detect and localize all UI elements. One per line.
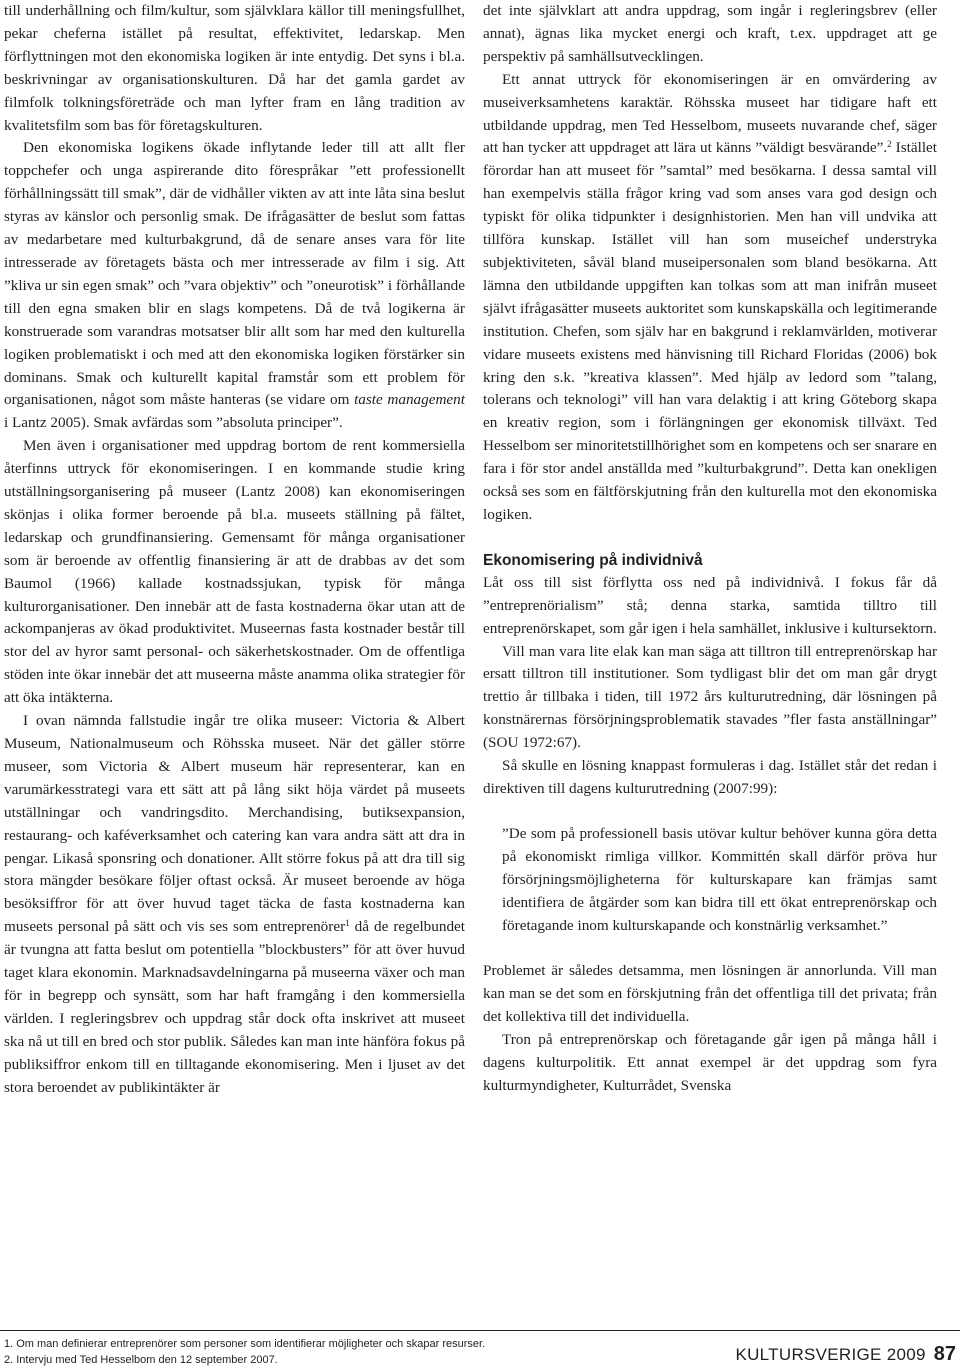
page-number: 87 xyxy=(933,1343,956,1365)
body-paragraph: Vill man vara lite elak kan man säga att tilltron till entreprenörskap har ersatt tilltron till institutioner. Som tydligast blir det om man går drygt trettio år tillbaka i tiden, till 1972 års kulturutredning, där lösningen på konstnärernas försörjningsproblematik stavades ”fler fasta anställningar” (SOU 1972:67). xyxy=(483,642,937,752)
body-paragraph xyxy=(4,137,465,435)
footnotes xyxy=(4,1336,485,1368)
body-paragraph: Låt oss till sist förflytta oss ned på individnivå. I fokus får då ”entreprenörialism” stå; denna starka, samtida tilltro till entreprenörskapet, som går igen i hela samhället, inklusive i kultursektorn. xyxy=(483,573,937,637)
body-paragraph xyxy=(483,69,937,527)
paragraph-text: då de regelbundet är tvungna att fatta beslut om potentiella ”blockbusters” för att över huvud taget klara ekonomin. Marknadsavdelningarna på museerna växer och man för in begrepp och synsätt, som har haft framgång i den kommersiella världen. I regleringsbrev och uppdrag står dock ofta inskrivet att museet ska nå ut till en bred och stor publik. Således kan man inte hänföra fokus på publiksiffror enkom till en tilltagande ekonomisering. Men i ljuset av det stora beroendet av publikintäkter är xyxy=(4,918,466,1096)
page-footer xyxy=(735,1343,956,1366)
body-paragraph: Tron på entreprenörskap och företagande går igen på många håll i dagens kulturpolitik. Ett annat exempel är det uppdrag som fyra kulturmyndigheter, Kulturrådet, Svenska xyxy=(483,1031,937,1094)
emphasis-text: taste management xyxy=(354,391,465,409)
footnote: 2. Intervju med Ted Hesselbom den 12 september 2007. xyxy=(4,1354,278,1366)
body-paragraph: det inte självklart att andra uppdrag, som ingår i regleringsbrev (eller annat), ägnas lika mycket energi och kraft, t.ex. uppdraget att ge perspektiv på samhällsutvecklingen. xyxy=(483,2,937,65)
quote-text: ”De som på professionell basis utövar kultur behöver kunna göra detta på ekonomiskt rimliga villkor. Kommittén skall därför pröva hur försörjningsmöjligheterna för kulturskapare kan främjas samt identifiera de åtgärder som kan bidra till ett ökat entreprenörskap och företagande inom kulturskapande och konstnärlig verksamhet.” xyxy=(502,824,937,934)
footnote: 1. Om man definierar entreprenörer som personer som identifierar möjligheter och skapar resurser. xyxy=(4,1338,486,1350)
body-paragraph: Men även i organisationer med uppdrag bortom de rent kommersiella återfinns uttryck för ekonomiseringen. I en kommande studie kring utställningsorganisering på museer (Lantz 2008) kan ekonomiseringen skönjas i olika former beroende på bl.a. museets ställning på fältet, ledarskap och grundfinansiering. Gemensamt för många organisationer som är beroende av offentlig finansiering är att de drabbas av det som Baumol (1966) kallade kostnadssjukan, typisk för många kulturorganisationer. Den innebär att de fasta kostnaderna ökar utan att de ackompanjeras av ökad produktivitet. Museernas fasta kostnader består till stor del av hyror samt personal- och säkerhetskostnader. Om de offentliga stöden inte ökar innebär det att museerna måste anamma olika strategier för att öka intäkterna. xyxy=(4,437,465,707)
paragraph-text: Istället förordar han att museet för ”samtal” med besökarna. I dessa samtal vill han exempelvis ställa frågor kring vad som anses vara god design och typiskt för olika tidpunkter i designhistorien. Men han vill undvika att tillföra kunskap. Istället vill han som museichef understryka subjektiviteten, såväl bland museipersonalen som bland besökarna. Att lämna den utbildande uppgiften kan tolkas som att man inifrån museet självt ifrågasätter museets auktoritet som kunskapskälla och legitimerande institution. Chefen, som själv har en bakgrund i reklamvärlden, motiverar vidare museets existens med hänvisning till Richard Floridas (2006) bok kring den s.k. ”kreativa klassen”. Med hjälp av ledord som ”talang, tolerans och teknologi” vill han vara delaktig i att kring Göteborg skapa en kreativ region, som i förlängningen ger ekonomisk tillväxt. Ted Hesselbom ser minoritetstillhörighet som en kompetens och ser snarare en fara i för stor andel anställda med ”kulturbakgrund”. Detta kan onekligen också ses som en fältförskjutning från den kulturella mot den ekonomiska logiken. xyxy=(483,139,938,523)
right-column xyxy=(483,0,937,1098)
footnote-ref: 2 xyxy=(887,139,892,150)
footnote-divider xyxy=(0,1330,960,1331)
section-heading: Ekonomisering på individnivå xyxy=(483,551,703,569)
body-paragraph: Så skulle en lösning knappast formuleras i dag. Istället står det redan i direktiven till dagens kulturutredning (2007:99): xyxy=(483,757,937,797)
paragraph-text: I ovan nämnda fallstudie ingår tre olika museer: Victoria & Albert Museum, Nationalmuseum och Röhsska museet. När det gäller större museer, som Victoria & Albert museum här representerar, kan en varumärkesstrategi vara ett sätt att på lång sikt höja värdet på museets utställningar och vandringsdito. Merchandising, butiksexpansion, restaurang- och kaféverksamhet och catering kan vara andra sätt att dra in pengar. Likaså sponsring och donationer. Allt större fokus på att dra till sig stora mängder besökare följer oftast också. Är museet beroende av höga besöksiffror för att över huvud taget täcka de fasta kostnaderna kan museets personal på sätt och vis ses som entreprenörer xyxy=(4,712,465,936)
body-paragraph xyxy=(4,710,465,1099)
paragraph-text: Ett annat uttryck för ekonomiseringen är en omvärdering av museiverksamhetens karaktär. Röhsska museet har tidigare haft ett utbildande uppdrag, men Ted Hesselbom, museets nuvarande chef, säger att han tycker att uppdraget att lära ut känns ”väldigt besvärande”. xyxy=(483,70,937,157)
block-quote xyxy=(483,823,937,938)
paragraph-text: i Lantz 2005). Smak avfärdas som ”absoluta principer”. xyxy=(4,414,343,432)
left-column xyxy=(4,0,465,1100)
footnote-ref: 1 xyxy=(345,918,350,929)
body-paragraph: Problemet är således detsamma, men lösningen är annorlunda. Vill man kan man se det som en förskjutning från det offentliga till det privata; från det kollektiva till det individuella. xyxy=(483,962,937,1026)
paragraph-text: Den ekonomiska logikens ökade inflytande leder till att allt fler toppchefer och unga aspirerande dito förespråkar ”ett professionellt förhållningssätt till smak”, där de vidhåller vikten av att inte låta sina beslut styras av känslor och personlig smak. De ifrågasätter de beslut som fattas av medarbetare med kulturbakgrund, då de senare anses vara för lite intresserade av företagets bästa och mer intresserade av film i sig. Att ”kliva ur sin egen smak” och ”vara objektiv” och ”oneurotisk” i förhållande till den egna smaken blir en slags kompetens. Då de två logikerna är konstruerade som varandras motsatser blir allt som har med den kulturella logiken problematiskt i och med att den ekonomiska logiken förstärker sin dominans. Smak och kulturellt kapital framstår som ett problem för organisationen, något som måste hanteras (se vidare om xyxy=(4,139,465,409)
magazine-title: KULTURSVERIGE 2009 xyxy=(735,1345,926,1364)
body-paragraph: till underhållning och film/kultur, som självklara källor till meningsfullhet, pekar cheferna istället på resultat, effektivitet, ledarskap. Men förflyttningen mot den ekonomiska logiken är inte entydig. Det syns i bl.a. beskrivningar av organisationskulturen. Då har det gamla gardet av filmfolk tolkningsföreträde och man lyfter fram en lång tradition av kvalitetsfilm som bas för företagskulturen. xyxy=(4,2,465,134)
